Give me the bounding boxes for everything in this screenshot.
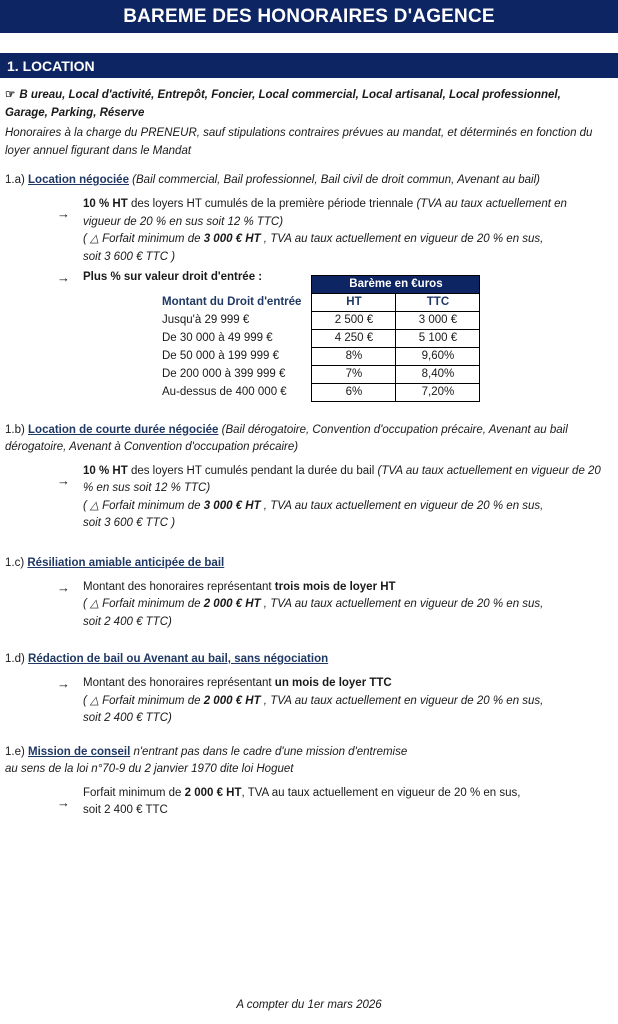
section-1c-heading	[5, 555, 606, 572]
arrow-icon: →	[57, 794, 70, 810]
section-1a-forfait-note: ( △ Forfait minimum de 3 000 € HT , TVA au taux actuellement en vigueur de 20 % en sus, soit 3 600 € TTC )	[83, 231, 606, 266]
section-1a-bullet-1-text: 10 % HT des loyers HT cumulés de la première période triennale (TVA au taux actuellement en vigueur de 20 % en sus soit 12 % TTC)	[83, 198, 567, 228]
section-1a-number: 1.a)	[5, 174, 29, 186]
section-1c-title: Résiliation amiable anticipée de bail	[27, 556, 225, 569]
table-row: De 50 000 à 199 999 € 8% 9,60%	[158, 347, 480, 365]
section-1d-bullet-1-text: Montant des honoraires représentant un mois de loyer TTC	[83, 677, 392, 689]
section-1a-heading	[5, 172, 606, 189]
section-1c	[5, 555, 606, 632]
section-1d-title: Rédaction de bail ou Avenant au bail, sans négociation	[28, 653, 329, 665]
column-header-ht: HT	[312, 293, 396, 311]
section-1b-title: Location de courte durée négociée	[28, 423, 219, 436]
table-row: Jusqu'à 29 999 € 2 500 € 3 000 €	[158, 311, 480, 329]
fee-table	[158, 275, 480, 402]
table-row: De 200 000 à 399 999 € 7% 8,40%	[158, 365, 480, 383]
section-1b-bullet-1-text: 10 % HT des loyers HT cumulés pendant la durée du bail (TVA au taux actuellement en vigueur de 20 % en sus soit 12 % TTC)	[83, 464, 601, 494]
property-types-line	[5, 86, 606, 122]
arrow-icon: →	[57, 270, 70, 286]
section-1a-bullet-1	[5, 196, 606, 231]
section-1c-bullet-1-text: Montant des honoraires représentant trois mois de loyer HT	[83, 580, 396, 593]
section-1d-forfait-note: ( △ Forfait minimum de 2 000 € HT , TVA au taux actuellement en vigueur de 20 % en sus, soit 2 400 € TTC)	[83, 693, 606, 728]
arrow-icon: →	[57, 579, 70, 595]
section-1a	[5, 172, 606, 402]
section-1b-forfait-line2: soit 3 600 € TTC )	[83, 517, 176, 529]
effective-date-note: A compter du 1er mars 2026	[236, 999, 382, 1011]
section-1e-heading	[5, 744, 606, 761]
fee-table-columns-row	[158, 293, 480, 311]
column-header-ttc: TTC	[396, 293, 480, 311]
section-1b-number: 1.b)	[5, 423, 29, 436]
pointing-hand-icon: ☞	[5, 89, 16, 101]
property-types-text: B ureau, Local d'activité, Entrepôt, Foncier, Local commercial, Local artisanal, Local professionnel, Garage, Parking, Réserve	[5, 89, 561, 119]
fee-table-wrap	[158, 275, 606, 402]
section-1e-number: 1.e)	[5, 745, 29, 758]
triangle-icon: △	[90, 694, 99, 707]
section-1c-forfait-note: ( △ Forfait minimum de 2 000 € HT , TVA au taux actuellement en vigueur de 20 % en sus, soit 2 400 € TTC)	[83, 596, 606, 631]
table-row: De 30 000 à 49 999 € 4 250 € 5 100 €	[158, 329, 480, 347]
section-title: 1. LOCATION	[7, 57, 95, 74]
section-1e	[5, 744, 606, 820]
document-title-band	[0, 0, 618, 33]
section-1e-bullet-1	[5, 785, 606, 820]
arrow-icon: →	[57, 676, 70, 692]
section-1e-bullet-1-line2: soit 2 400 € TTC	[83, 804, 168, 816]
document-body	[0, 86, 618, 820]
section-1b-forfait-note: ( △ Forfait minimum de 3 000 € HT , TVA au taux actuellement en vigueur de 20 % en sus, soit 3 600 € TTC )	[83, 498, 606, 533]
section-1e-subtitle-line2: au sens de la loi n°70-9 du 2 janvier 1970 dite loi Hoguet	[5, 762, 294, 775]
arrow-icon: →	[57, 472, 70, 488]
section-1a-subtitle: (Bail commercial, Bail professionnel, Bail civil de droit commun, Avenant au bail)	[128, 174, 540, 186]
section-1d-number: 1.d)	[5, 653, 29, 665]
section-1a-bullet-2-text: Plus % sur valeur droit d'entrée :	[83, 271, 263, 283]
fee-table-label-header: Montant du Droit d'entrée	[162, 296, 302, 308]
section-1d-heading	[5, 651, 606, 668]
section-1e-subtitle: n'entrant pas dans le cadre d'une mission d'entremise	[130, 745, 408, 758]
section-1b	[5, 422, 606, 533]
section-1b-heading	[5, 422, 606, 456]
section-1e-bullet-1-text: Forfait minimum de 2 000 € HT, TVA au taux actuellement en vigueur de 20 % en sus, soit 2 400 € TTC	[83, 785, 520, 820]
section-1c-bullet-1	[5, 579, 606, 597]
section-1d-forfait-line2: soit 2 400 € TTC)	[83, 712, 172, 724]
arrow-icon: →	[57, 206, 70, 221]
section-1b-bullet-1	[5, 463, 606, 498]
charge-note: Honoraires à la charge du PRENEUR, sauf stipulations contraires prévues au mandat, et déterminés en fonction du loyer annuel figurant dans le Mandat	[5, 127, 593, 157]
section-1b-subtitle: (Bail dérogatoire, Convention d'occupation précaire, Avenant au bail dérogatoire, Avenant à Convention d'occupation précaire)	[5, 423, 568, 453]
section-1a-forfait-line2: soit 3 600 € TTC )	[83, 250, 176, 263]
table-row: Au-dessus de 400 000 € 6% 7,20%	[158, 383, 480, 401]
section-1a-title: Location négociée	[28, 174, 129, 186]
section-1d	[5, 651, 606, 728]
fee-table-title: Barème en €uros	[312, 275, 480, 293]
triangle-icon: △	[90, 598, 99, 610]
section-1c-forfait-line2: soit 2 400 € TTC)	[83, 615, 172, 628]
section-1d-bullet-1	[5, 675, 606, 693]
triangle-icon: △	[90, 233, 99, 245]
page-title: BAREME DES HONORAIRES D'AGENCE	[123, 5, 495, 27]
triangle-icon: △	[90, 499, 99, 512]
section-header-band	[0, 53, 618, 78]
section-1e-title: Mission de conseil	[28, 745, 131, 758]
section-1c-number: 1.c)	[5, 556, 28, 569]
